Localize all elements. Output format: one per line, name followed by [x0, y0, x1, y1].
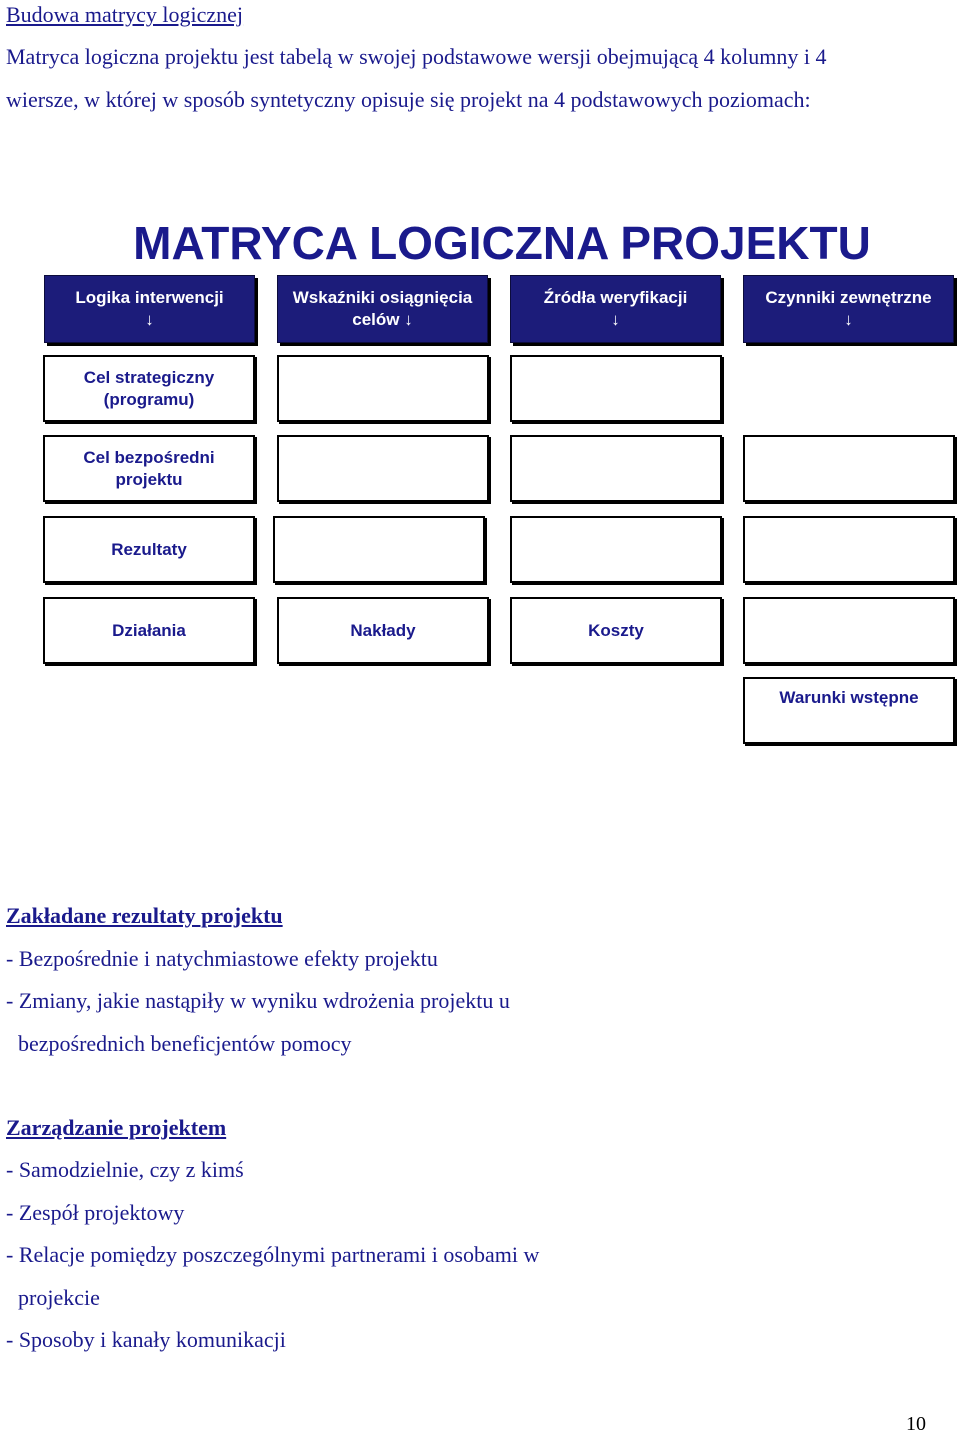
cell-empty-zrodla-rezultaty [510, 516, 722, 583]
cell-empty-czynniki-rezultaty [743, 516, 955, 583]
header-logika-label: Logika interwencji [75, 288, 224, 307]
zarzadzanie-item-3: - Relacje pomiędzy poszczególnymi partnerami i osobami w [6, 1242, 540, 1267]
cell-empty-zrodla-strategiczny [510, 355, 722, 422]
header-logika-interwencji [44, 275, 255, 343]
cel-bezposredni-label-1: Cel bezpośredni [83, 447, 215, 467]
cell-dzialania [43, 597, 255, 664]
intro-line-1: Matryca logiczna projektu jest tabelą w swojej podstawowe wersji obejmującą 4 kolumny i 4 [6, 44, 827, 69]
cell-empty-czynniki-bezposredni [743, 435, 955, 502]
cel-bezposredni-label-2: projektu [115, 469, 183, 489]
warunki-wstepne-label: Warunki wstępne [779, 688, 919, 707]
naklady-label: Nakłady [350, 620, 416, 640]
matrix-title: MATRYCA LOGICZNA PROJEKTU [133, 217, 871, 269]
header-zrodla-weryfikacji [510, 275, 721, 343]
koszty-label: Koszty [588, 620, 644, 640]
rezultaty-item-2: - Zmiany, jakie nastąpiły w wyniku wdrożenia projektu u [6, 988, 510, 1013]
cell-cel-bezposredni [43, 435, 255, 502]
cel-strategiczny-label-1: Cel strategiczny [83, 367, 215, 387]
cell-koszty [510, 597, 722, 664]
cell-warunki-wstepne [743, 677, 955, 744]
zarzadzanie-item-3-cont: projekcie [18, 1285, 100, 1310]
cell-empty-wskazniki-strategiczny [277, 355, 489, 422]
intro-line-2: wiersze, w której w sposób syntetyczny opisuje się projekt na 4 podstawowych poziomach: [6, 87, 811, 112]
down-arrow-icon: ↓ [404, 310, 413, 329]
cel-strategiczny-label-2: (programu) [103, 389, 195, 409]
zarzadzanie-item-4: - Sposoby i kanały komunikacji [6, 1327, 286, 1352]
header-zrodla-label: Źródła weryfikacji [543, 288, 688, 307]
header-czynniki-label: Czynniki zewnętrzne [765, 288, 932, 307]
cell-empty-zrodla-bezposredni [510, 435, 722, 502]
cell-empty-czynniki-dzialania [743, 597, 955, 664]
cell-cel-strategiczny [43, 355, 255, 422]
cell-empty-wskazniki-bezposredni [277, 435, 489, 502]
header-wskazniki-label-1: Wskaźniki osiągnięcia [292, 288, 473, 307]
page-number: 10 [906, 1413, 926, 1435]
rezultaty-item-1: - Bezpośrednie i natychmiastowe efekty projektu [6, 946, 438, 971]
rezultaty-label: Rezultaty [111, 539, 187, 559]
dzialania-label: Działania [112, 620, 186, 640]
header-wskazniki [277, 275, 488, 343]
cell-naklady [277, 597, 489, 664]
page-heading-link[interactable]: Budowa matrycy logicznej [6, 2, 244, 27]
down-arrow-icon: ↓ [844, 310, 853, 329]
zarzadzanie-item-2: - Zespół projektowy [6, 1200, 185, 1225]
cell-rezultaty [43, 516, 255, 583]
rezultaty-item-2-cont: bezpośrednich beneficjentów pomocy [18, 1031, 352, 1056]
zarzadzanie-item-1: - Samodzielnie, czy z kimś [6, 1157, 244, 1182]
zarzadzanie-section-heading: Zarządzanie projektem [6, 1115, 227, 1140]
cell-empty-wskazniki-rezultaty [273, 516, 485, 583]
down-arrow-icon: ↓ [611, 310, 620, 329]
rezultaty-section-heading: Zakładane rezultaty projektu [6, 903, 283, 928]
down-arrow-icon: ↓ [145, 310, 154, 329]
header-wskazniki-label-2: celów [352, 310, 400, 329]
header-czynniki-zewnetrzne [743, 275, 954, 343]
